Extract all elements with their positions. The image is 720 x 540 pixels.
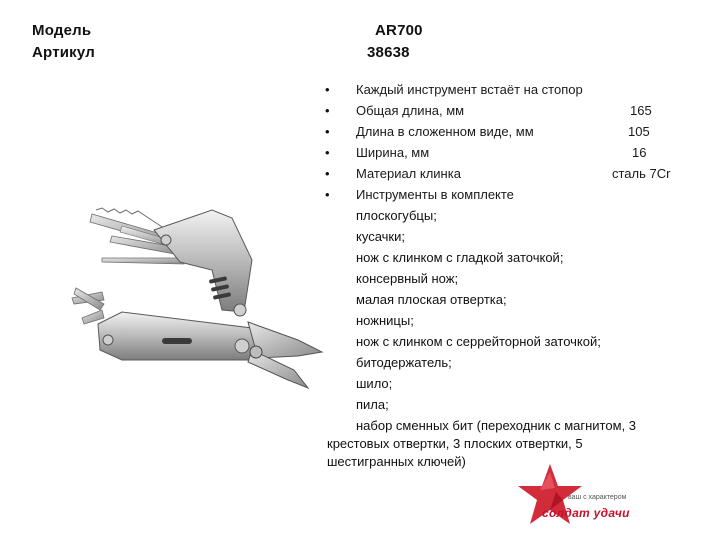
spec-label: Материал клинка	[356, 166, 461, 181]
tool-item: нож с клинком с гладкой заточкой;	[356, 250, 564, 265]
spec-label: Каждый инструмент встаёт на стопор	[356, 82, 583, 97]
model-label: Модель	[32, 22, 92, 39]
brand-tagline: ваш с характером	[568, 494, 627, 501]
tool-item: шило;	[356, 376, 393, 391]
spec-label: Длина в сложенном виде, мм	[356, 124, 534, 139]
tool-item: консервный нож;	[356, 271, 459, 286]
spec-value: 16	[632, 145, 647, 160]
tool-item-continuation: крестовых отвертки, 3 плоских отвертки, 5	[327, 436, 583, 451]
spec-value: 165	[630, 103, 652, 118]
tool-item: набор сменных бит (переходник с магнитом, 3	[356, 418, 636, 433]
article-label: Артикул	[32, 44, 95, 61]
bullet: •	[325, 166, 330, 181]
tool-item: кусачки;	[356, 229, 405, 244]
tool-item: ножницы;	[356, 313, 414, 328]
tool-item: нож с клинком с серрейторной заточкой;	[356, 334, 601, 349]
bullet: •	[325, 103, 330, 118]
spec-label: Инструменты в комплекте	[356, 187, 514, 202]
tool-item: битодержатель;	[356, 355, 452, 370]
spec-value: 105	[628, 124, 650, 139]
tool-item: пила;	[356, 397, 389, 412]
model-value: AR700	[375, 22, 423, 39]
multitool-image	[62, 200, 324, 400]
brand-name: солдат удачи	[542, 506, 630, 520]
spec-label: Ширина, мм	[356, 145, 430, 160]
tool-item: плоскогубцы;	[356, 208, 437, 223]
tool-item-continuation: шестигранных ключей)	[327, 454, 466, 469]
article-value: 38638	[367, 44, 410, 61]
spec-label: Общая длина, мм	[356, 103, 465, 118]
bullet: •	[325, 187, 330, 202]
bullet: •	[325, 145, 330, 160]
bullet: •	[325, 82, 330, 97]
tool-item: малая плоская отвертка;	[356, 292, 507, 307]
spec-value: сталь 7Cr	[612, 166, 671, 181]
bullet: •	[325, 124, 330, 139]
